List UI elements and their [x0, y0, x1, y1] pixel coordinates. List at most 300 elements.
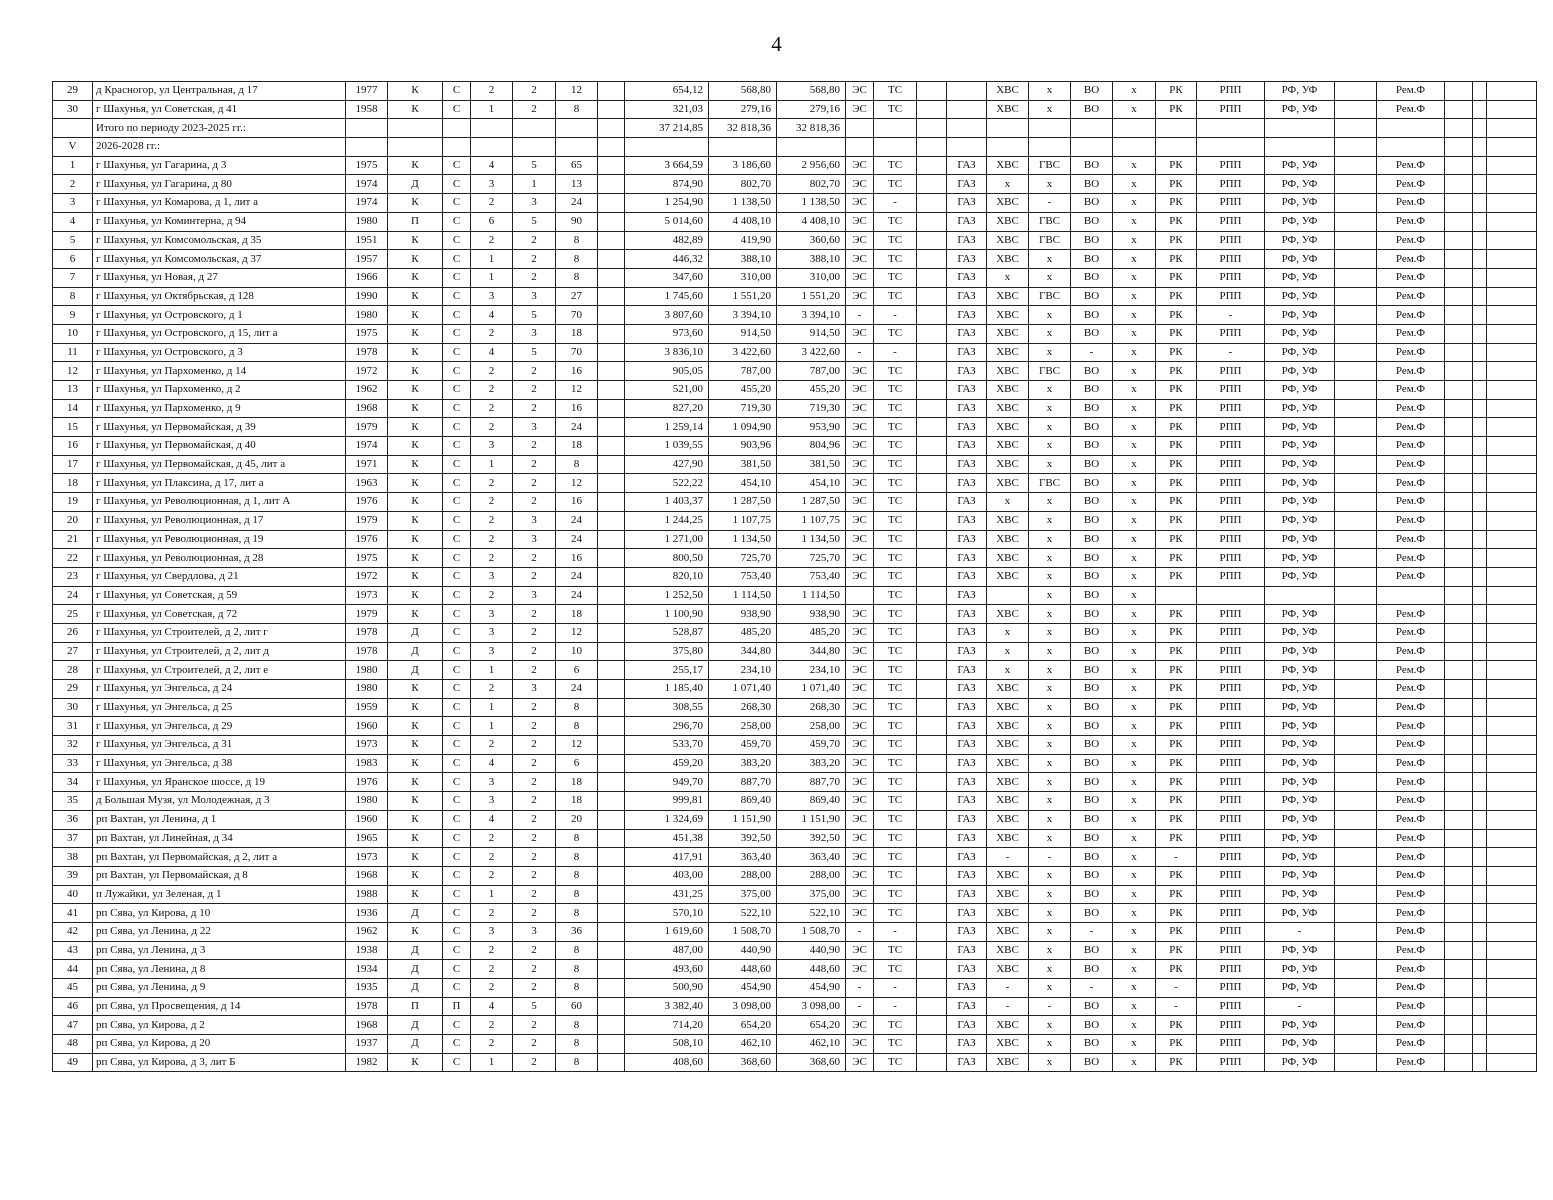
- empty-cell: [874, 138, 917, 157]
- year-cell: 1968: [346, 1016, 388, 1035]
- empty-cell: [1487, 586, 1537, 605]
- living-area-cell: 914,50: [777, 324, 846, 343]
- rk-cell: РК: [1156, 418, 1197, 437]
- vo-cell: ВО: [1071, 474, 1113, 493]
- x-cell: х: [1113, 567, 1156, 586]
- gaz-cell: ГАЗ: [947, 156, 987, 175]
- gvs-cell: ГВС: [1029, 287, 1071, 306]
- x-cell: х: [1113, 866, 1156, 885]
- row-number: 48: [53, 1035, 93, 1054]
- es-cell: ЭС: [846, 530, 874, 549]
- es-cell: ЭС: [846, 455, 874, 474]
- table-row: [53, 1016, 1537, 1035]
- total-area-cell: 508,10: [625, 1035, 709, 1054]
- empty-cell: [917, 156, 947, 175]
- wall-material-cell: К: [388, 287, 443, 306]
- empty-cell: [1335, 474, 1377, 493]
- gaz-cell: ГАЗ: [947, 455, 987, 474]
- storeys-cell: 3: [471, 605, 513, 624]
- x-cell: х: [1113, 418, 1156, 437]
- empty-cell: [1335, 960, 1377, 979]
- ts-cell: ТС: [874, 960, 917, 979]
- address-cell: г Шахунья, ул Энгельса, д 24: [93, 680, 346, 699]
- area-cell: 522,10: [709, 904, 777, 923]
- year-cell: 1962: [346, 922, 388, 941]
- empty-cell: [1487, 792, 1537, 811]
- ts-cell: ТС: [874, 493, 917, 512]
- x-cell: х: [1113, 511, 1156, 530]
- gaz-cell: ГАЗ: [947, 586, 987, 605]
- living-area-cell: 375,00: [777, 885, 846, 904]
- empty-cell: [917, 138, 947, 157]
- empty-cell: [1487, 343, 1537, 362]
- storeys-cell: 2: [471, 418, 513, 437]
- row-number: 20: [53, 511, 93, 530]
- storeys-cell: 2: [471, 904, 513, 923]
- empty-cell: [1445, 138, 1473, 157]
- rf-uf-cell: РФ, УФ: [1265, 287, 1335, 306]
- vo-cell: ВО: [1071, 455, 1113, 474]
- es-cell: [846, 586, 874, 605]
- area-cell: 1 134,50: [709, 530, 777, 549]
- empty-cell: [917, 1016, 947, 1035]
- entrances-cell: 3: [513, 418, 556, 437]
- empty-cell: [1445, 1035, 1473, 1054]
- rk-cell: РК: [1156, 661, 1197, 680]
- table-row: [53, 530, 1537, 549]
- gvs-cell: х: [1029, 661, 1071, 680]
- section-row: [53, 138, 1537, 157]
- gvs-cell: х: [1029, 792, 1071, 811]
- apartments-cell: 8: [556, 960, 598, 979]
- rpp-cell: РПП: [1197, 997, 1265, 1016]
- area-cell: 753,40: [709, 567, 777, 586]
- empty-cell: [1473, 381, 1487, 400]
- empty-cell: [1335, 194, 1377, 213]
- gaz-cell: ГАЗ: [947, 736, 987, 755]
- rf-uf-cell: РФ, УФ: [1265, 343, 1335, 362]
- vo-cell: ВО: [1071, 437, 1113, 456]
- apartments-cell: 13: [556, 175, 598, 194]
- hvs-cell: ХВС: [987, 437, 1029, 456]
- es-cell: -: [846, 997, 874, 1016]
- gvs-cell: ГВС: [1029, 231, 1071, 250]
- total-area-cell: 296,70: [625, 717, 709, 736]
- entrances-cell: 5: [513, 997, 556, 1016]
- ts-cell: ТС: [874, 549, 917, 568]
- empty-cell: [1473, 268, 1487, 287]
- entrances-cell: 2: [513, 437, 556, 456]
- year-cell: 1958: [346, 100, 388, 119]
- rk-cell: РК: [1156, 792, 1197, 811]
- row-number: 44: [53, 960, 93, 979]
- empty-cell: [1473, 960, 1487, 979]
- row-number: 17: [53, 455, 93, 474]
- vo-cell: ВО: [1071, 418, 1113, 437]
- ts-cell: ТС: [874, 156, 917, 175]
- year-cell: 1977: [346, 82, 388, 101]
- total-area-cell: 451,38: [625, 829, 709, 848]
- ts-cell: ТС: [874, 642, 917, 661]
- wall-material-cell: Д: [388, 642, 443, 661]
- area-cell: 802,70: [709, 175, 777, 194]
- wall-material-cell: К: [388, 586, 443, 605]
- table-row: [53, 1053, 1537, 1072]
- table-row: [53, 904, 1537, 923]
- wall-material-cell: Д: [388, 1035, 443, 1054]
- entrances-cell: 3: [513, 530, 556, 549]
- table-row: [53, 586, 1537, 605]
- gaz-cell: ГАЗ: [947, 997, 987, 1016]
- area-cell: 258,00: [709, 717, 777, 736]
- gaz-cell: ГАЗ: [947, 829, 987, 848]
- table-row: [53, 287, 1537, 306]
- rpp-cell: РПП: [1197, 268, 1265, 287]
- rk-cell: РК: [1156, 754, 1197, 773]
- empty-cell: [1487, 138, 1537, 157]
- total-area-cell: 827,20: [625, 399, 709, 418]
- empty-cell: [598, 792, 625, 811]
- rf-uf-cell: РФ, УФ: [1265, 866, 1335, 885]
- rpp-cell: РПП: [1197, 287, 1265, 306]
- area-cell: 914,50: [709, 324, 777, 343]
- living-area-cell: 887,70: [777, 773, 846, 792]
- apartments-cell: 60: [556, 997, 598, 1016]
- empty-cell: [917, 530, 947, 549]
- storeys-cell: 2: [471, 586, 513, 605]
- rf-uf-cell: РФ, УФ: [1265, 306, 1335, 325]
- rf-uf-cell: РФ, УФ: [1265, 381, 1335, 400]
- storeys-cell: 1: [471, 268, 513, 287]
- wall-material-cell: К: [388, 324, 443, 343]
- entrances-cell: 2: [513, 810, 556, 829]
- floor-type-cell: С: [443, 810, 471, 829]
- gvs-cell: х: [1029, 324, 1071, 343]
- vo-cell: ВО: [1071, 493, 1113, 512]
- empty-cell: [1487, 680, 1537, 699]
- apartments-cell: 24: [556, 680, 598, 699]
- row-number: 1: [53, 156, 93, 175]
- empty-cell: [1487, 1016, 1537, 1035]
- rem-f-cell: Рем.Ф: [1377, 941, 1445, 960]
- wall-material-cell: К: [388, 1053, 443, 1072]
- apartments-cell: 20: [556, 810, 598, 829]
- gvs-cell: х: [1029, 979, 1071, 998]
- ts-cell: ТС: [874, 773, 917, 792]
- area-cell: 234,10: [709, 661, 777, 680]
- table-row: [53, 306, 1537, 325]
- wall-material-cell: Д: [388, 175, 443, 194]
- gvs-cell: х: [1029, 175, 1071, 194]
- area-cell: 419,90: [709, 231, 777, 250]
- area-cell: 568,80: [709, 82, 777, 101]
- entrances-cell: 3: [513, 511, 556, 530]
- rpp-cell: РПП: [1197, 1053, 1265, 1072]
- storeys-cell: 2: [471, 549, 513, 568]
- address-cell: г Шахунья, ул Первомайская, д 39: [93, 418, 346, 437]
- living-area-cell: 288,00: [777, 866, 846, 885]
- gvs-cell: х: [1029, 1016, 1071, 1035]
- empty-cell: [1197, 138, 1265, 157]
- gaz-cell: ГАЗ: [947, 605, 987, 624]
- empty-cell: [1029, 138, 1071, 157]
- year-cell: 1973: [346, 848, 388, 867]
- area-cell: 363,40: [709, 848, 777, 867]
- entrances-cell: 2: [513, 549, 556, 568]
- wall-material-cell: Д: [388, 960, 443, 979]
- gvs-cell: х: [1029, 399, 1071, 418]
- rem-f-cell: Рем.Ф: [1377, 567, 1445, 586]
- rpp-cell: -: [1197, 343, 1265, 362]
- total-area-cell: 874,90: [625, 175, 709, 194]
- ts-cell: -: [874, 343, 917, 362]
- hvs-cell: ХВС: [987, 530, 1029, 549]
- entrances-cell: 2: [513, 866, 556, 885]
- total-area-cell: 1 259,14: [625, 418, 709, 437]
- vo-cell: ВО: [1071, 511, 1113, 530]
- hvs-cell: ХВС: [987, 156, 1029, 175]
- floor-type-cell: С: [443, 605, 471, 624]
- gaz-cell: ГАЗ: [947, 885, 987, 904]
- x-cell: х: [1113, 530, 1156, 549]
- es-cell: ЭС: [846, 941, 874, 960]
- table-row: [53, 979, 1537, 998]
- wall-material-cell: К: [388, 848, 443, 867]
- x-cell: х: [1113, 194, 1156, 213]
- empty-cell: [1445, 792, 1473, 811]
- x-cell: х: [1113, 792, 1156, 811]
- table-row: [53, 455, 1537, 474]
- rpp-cell: РПП: [1197, 960, 1265, 979]
- apartments-cell: 24: [556, 530, 598, 549]
- gaz-cell: ГАЗ: [947, 511, 987, 530]
- empty-cell: [917, 810, 947, 829]
- address-cell: рп Сява, ул Кирова, д 3, лит Б: [93, 1053, 346, 1072]
- gaz-cell: ГАЗ: [947, 717, 987, 736]
- hvs-cell: ХВС: [987, 1016, 1029, 1035]
- empty-cell: [1265, 119, 1335, 138]
- empty-cell: [1487, 474, 1537, 493]
- empty-cell: [1445, 530, 1473, 549]
- apartments-cell: 18: [556, 324, 598, 343]
- empty-cell: [1473, 567, 1487, 586]
- empty-cell: [1473, 324, 1487, 343]
- empty-cell: [1265, 138, 1335, 157]
- empty-cell: [1445, 381, 1473, 400]
- empty-cell: [1335, 493, 1377, 512]
- rem-f-cell: Рем.Ф: [1377, 848, 1445, 867]
- empty-cell: [513, 138, 556, 157]
- total-area-cell: 1 745,60: [625, 287, 709, 306]
- apartments-cell: 8: [556, 1016, 598, 1035]
- living-area-cell: 279,16: [777, 100, 846, 119]
- es-cell: ЭС: [846, 848, 874, 867]
- rk-cell: РК: [1156, 736, 1197, 755]
- year-cell: 1979: [346, 418, 388, 437]
- empty-cell: [1473, 979, 1487, 998]
- table-row: [53, 418, 1537, 437]
- empty-cell: [1445, 362, 1473, 381]
- rk-cell: -: [1156, 848, 1197, 867]
- ts-cell: -: [874, 922, 917, 941]
- table-row: [53, 642, 1537, 661]
- address-cell: рп Сява, ул Кирова, д 10: [93, 904, 346, 923]
- floor-type-cell: С: [443, 399, 471, 418]
- empty-cell: [598, 511, 625, 530]
- empty-cell: [1445, 829, 1473, 848]
- row-number: 49: [53, 1053, 93, 1072]
- year-cell: 1973: [346, 586, 388, 605]
- hvs-cell: ХВС: [987, 698, 1029, 717]
- empty-cell: [917, 100, 947, 119]
- address-cell: г Шахунья, ул Революционная, д 1, лит А: [93, 493, 346, 512]
- storeys-cell: 3: [471, 567, 513, 586]
- total-area-cell: 973,60: [625, 324, 709, 343]
- rem-f-cell: Рем.Ф: [1377, 343, 1445, 362]
- x-cell: х: [1113, 605, 1156, 624]
- gvs-cell: х: [1029, 493, 1071, 512]
- vo-cell: ВО: [1071, 212, 1113, 231]
- address-cell: г Шахунья, ул Новая, д 27: [93, 268, 346, 287]
- entrances-cell: 2: [513, 493, 556, 512]
- es-cell: ЭС: [846, 1035, 874, 1054]
- row-number: 19: [53, 493, 93, 512]
- empty-cell: [917, 250, 947, 269]
- empty-cell: [598, 381, 625, 400]
- rem-f-cell: Рем.Ф: [1377, 418, 1445, 437]
- row-number: 24: [53, 586, 93, 605]
- empty-cell: [1487, 175, 1537, 194]
- empty-cell: [1487, 623, 1537, 642]
- rf-uf-cell: РФ, УФ: [1265, 549, 1335, 568]
- empty-cell: [1445, 1016, 1473, 1035]
- gvs-cell: х: [1029, 418, 1071, 437]
- es-cell: ЭС: [846, 231, 874, 250]
- year-cell: 1936: [346, 904, 388, 923]
- address-cell: г Шахунья, ул Строителей, д 2, лит г: [93, 623, 346, 642]
- apartments-cell: 8: [556, 829, 598, 848]
- entrances-cell: 2: [513, 399, 556, 418]
- empty-cell: [1335, 922, 1377, 941]
- table-row: [53, 773, 1537, 792]
- empty-cell: [1445, 511, 1473, 530]
- vo-cell: ВО: [1071, 904, 1113, 923]
- rem-f-cell: Рем.Ф: [1377, 474, 1445, 493]
- rk-cell: РК: [1156, 623, 1197, 642]
- empty-cell: [1473, 156, 1487, 175]
- rem-f-cell: Рем.Ф: [1377, 736, 1445, 755]
- rpp-cell: РПП: [1197, 100, 1265, 119]
- living-area-cell: 4 408,10: [777, 212, 846, 231]
- rpp-cell: РПП: [1197, 885, 1265, 904]
- rpp-cell: РПП: [1197, 82, 1265, 101]
- empty-cell: [1473, 175, 1487, 194]
- rf-uf-cell: РФ, УФ: [1265, 736, 1335, 755]
- vo-cell: ВО: [1071, 549, 1113, 568]
- empty-cell: [1487, 866, 1537, 885]
- empty-cell: [598, 567, 625, 586]
- apartments-cell: 16: [556, 549, 598, 568]
- empty-cell: [1487, 549, 1537, 568]
- rf-uf-cell: РФ, УФ: [1265, 1053, 1335, 1072]
- vo-cell: ВО: [1071, 997, 1113, 1016]
- storeys-cell: 3: [471, 922, 513, 941]
- floor-type-cell: С: [443, 212, 471, 231]
- empty-cell: [1473, 885, 1487, 904]
- empty-cell: [1487, 960, 1537, 979]
- empty-cell: [1445, 175, 1473, 194]
- rk-cell: РК: [1156, 1035, 1197, 1054]
- wall-material-cell: К: [388, 474, 443, 493]
- hvs-cell: ХВС: [987, 960, 1029, 979]
- rpp-cell: РПП: [1197, 194, 1265, 213]
- empty-cell: [598, 586, 625, 605]
- living-area-cell: 1 138,50: [777, 194, 846, 213]
- row-number: 26: [53, 623, 93, 642]
- ts-cell: ТС: [874, 324, 917, 343]
- es-cell: ЭС: [846, 82, 874, 101]
- address-cell: п Лужайки, ул Зеленая, д 1: [93, 885, 346, 904]
- rf-uf-cell: РФ, УФ: [1265, 848, 1335, 867]
- empty-cell: [1487, 324, 1537, 343]
- area-cell: 268,30: [709, 698, 777, 717]
- empty-cell: [1377, 138, 1445, 157]
- gvs-cell: ГВС: [1029, 474, 1071, 493]
- entrances-cell: 2: [513, 979, 556, 998]
- living-area-cell: 1 508,70: [777, 922, 846, 941]
- table-row: [53, 381, 1537, 400]
- gaz-cell: ГАЗ: [947, 661, 987, 680]
- empty-cell: [1473, 754, 1487, 773]
- hvs-cell: х: [987, 175, 1029, 194]
- hvs-cell: ХВС: [987, 605, 1029, 624]
- total-area-cell: 431,25: [625, 885, 709, 904]
- address-cell: г Шахунья, ул Советская, д 41: [93, 100, 346, 119]
- year-cell: 1972: [346, 362, 388, 381]
- empty-cell: [1335, 605, 1377, 624]
- rf-uf-cell: РФ, УФ: [1265, 941, 1335, 960]
- rpp-cell: РПП: [1197, 493, 1265, 512]
- es-cell: ЭС: [846, 1053, 874, 1072]
- empty-cell: [1335, 511, 1377, 530]
- address-cell: г Шахунья, ул Яранское шоссе, д 19: [93, 773, 346, 792]
- hvs-cell: ХВС: [987, 904, 1029, 923]
- empty-cell: [1445, 100, 1473, 119]
- rem-f-cell: Рем.Ф: [1377, 904, 1445, 923]
- empty-cell: [1335, 1053, 1377, 1072]
- empty-cell: [846, 119, 874, 138]
- row-number: 30: [53, 698, 93, 717]
- hvs-cell: -: [987, 979, 1029, 998]
- empty-cell: [1335, 156, 1377, 175]
- table-row: [53, 324, 1537, 343]
- apartments-cell: 36: [556, 922, 598, 941]
- wall-material-cell: К: [388, 82, 443, 101]
- hvs-cell: ХВС: [987, 810, 1029, 829]
- vo-cell: ВО: [1071, 698, 1113, 717]
- table-row: [53, 848, 1537, 867]
- gaz-cell: ГАЗ: [947, 194, 987, 213]
- rf-uf-cell: РФ, УФ: [1265, 792, 1335, 811]
- empty-cell: [598, 324, 625, 343]
- empty-cell: [1487, 156, 1537, 175]
- address-cell: г Шахунья, ул Строителей, д 2, лит д: [93, 642, 346, 661]
- apartments-cell: 16: [556, 362, 598, 381]
- empty-cell: [1473, 399, 1487, 418]
- rem-f-cell: [1377, 586, 1445, 605]
- rk-cell: РК: [1156, 1016, 1197, 1035]
- wall-material-cell: К: [388, 549, 443, 568]
